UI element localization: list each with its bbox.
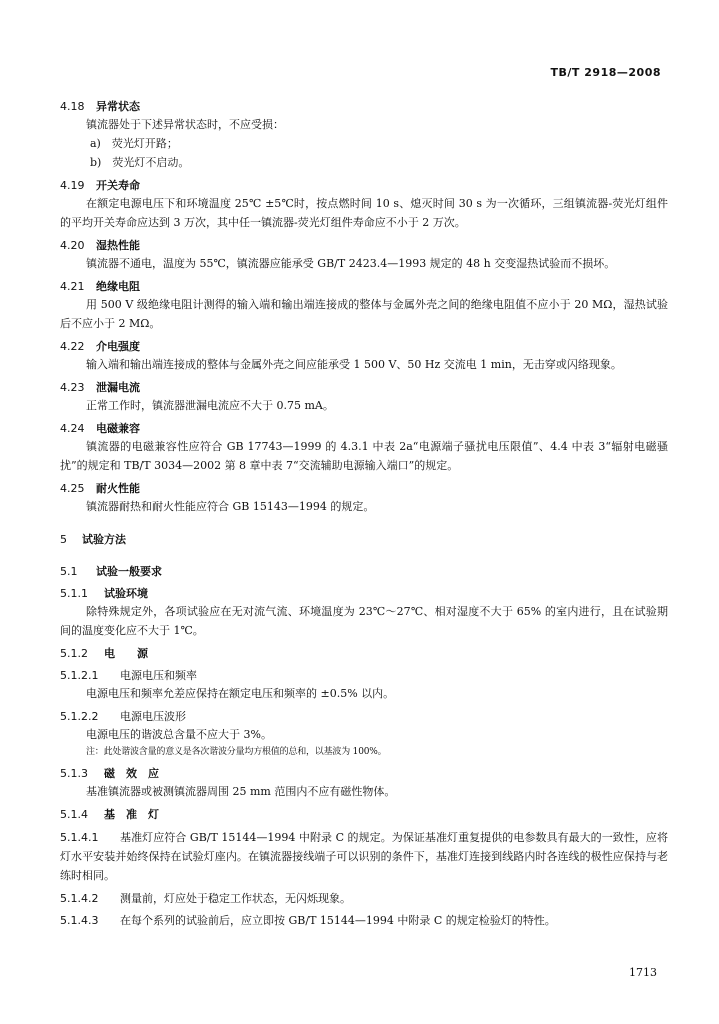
paragraph: 镇流器的电磁兼容性应符合 GB 17743—1999 的 4.3.1 中表 2a“电源端子骚扰电压限值”、4.4 中表 3“辐射电磁骚扰”的规定和 TB/T 3034—2002 第 8 章中表 7“交流辅助电源输入端口”的规定。 [60,440,668,472]
page-content [60,93,668,929]
section-heading: 4.20 湿热性能 [60,239,140,252]
section-heading: 5.1.2.1 电源电压和频率 [60,669,197,682]
section-heading: 4.24 电磁兼容 [60,422,140,435]
paragraph: 镇流器不通电，温度为 55℃，镇流器应能承受 GB/T 2423.4—1993 规定的 48 h 交变湿热试验而不损坏。 [86,257,616,270]
section-heading: 4.19 开关寿命 [60,179,140,192]
clause-paragraph: 5.1.4.1 基准灯应符合 GB/T 15144—1994 中附录 C 的规定。为保证基准灯重复提供的电参数具有最大的一致性，应将灯水平安装并始终保持在试验灯座内。在镇流器接线端子可以识别的条件下，基准灯连接到线路内时各连线的极性应保持与老练时相同。 [60,831,668,882]
section-heading: 4.23 泄漏电流 [60,381,140,394]
paragraph: 除特殊规定外，各项试验应在无对流气流、环境温度为 23℃～27℃、相对湿度不大于 65% 的室内进行，且在试验期间的温度变化应不大于 1℃。 [60,605,668,637]
paragraph: 电源电压和频率允差应保持在额定电压和频率的 ±0.5% 以内。 [86,687,395,700]
paragraph: 在额定电源电压下和环境温度 25℃ ±5℃时，按点燃时间 10 s、熄灭时间 30 s 为一次循环，三组镇流器-荧光灯组件的平均开关寿命应达到 3 万次，其中任一镇流器-荧光灯组件寿命应不小于 2 万次。 [60,197,668,229]
section-heading: 4.22 介电强度 [60,340,140,353]
section-heading: 5.1.3 磁 效 应 [60,767,159,780]
paragraph: 镇流器处于下述异常状态时，不应受损： [86,118,284,131]
note: 注：此处谐波含量的意义是各次谐波分量均方根值的总和，以基波为 100%。 [86,747,387,757]
standard-number: TB/T 2918—2008 [550,66,661,79]
chapter-heading: 5 试验方法 [60,533,126,546]
section-heading: 5.1.1 试验环境 [60,587,148,600]
section-heading: 5.1.4 基 准 灯 [60,808,159,821]
page-number: 1713 [629,966,657,979]
paragraph: 镇流器耐热和耐火性能应符合 GB 15143—1994 的规定。 [86,500,375,513]
paragraph: 基准镇流器或被测镇流器周围 25 mm 范围内不应有磁性物体。 [86,785,396,798]
clause-paragraph: 5.1.4.2 测量前，灯应处于稳定工作状态，无闪烁现象。 [60,892,351,905]
paragraph: 用 500 V 级绝缘电阻计测得的输入端和输出端连接成的整体与金属外壳之间的绝缘电阻值不应小于 20 MΩ，湿热试验后不应小于 2 MΩ。 [60,298,668,330]
paragraph: 正常工作时，镇流器泄漏电流应不大于 0.75 mA。 [86,399,334,412]
section-heading: 5.1.2.2 电源电压波形 [60,710,186,723]
section-heading: 4.18 异常状态 [60,100,140,113]
section-heading: 5.1.2 电 源 [60,647,148,660]
paragraph: 电源电压的谐波总含量不应大于 3%。 [86,728,272,741]
paragraph: 输入端和输出端连接成的整体与金属外壳之间应能承受 1 500 V、50 Hz 交流电 1 min，无击穿或闪络现象。 [86,358,622,371]
section-heading: 5.1 试验一般要求 [60,565,162,578]
list-item: a) 荧光灯开路； [90,137,178,150]
section-heading: 4.21 绝缘电阻 [60,280,140,293]
list-item: b) 荧光灯不启动。 [90,156,190,169]
section-heading: 4.25 耐火性能 [60,482,140,495]
clause-paragraph: 5.1.4.3 在每个系列的试验前后，应立即按 GB/T 15144—1994 中附录 C 的规定检验灯的特性。 [60,914,556,927]
